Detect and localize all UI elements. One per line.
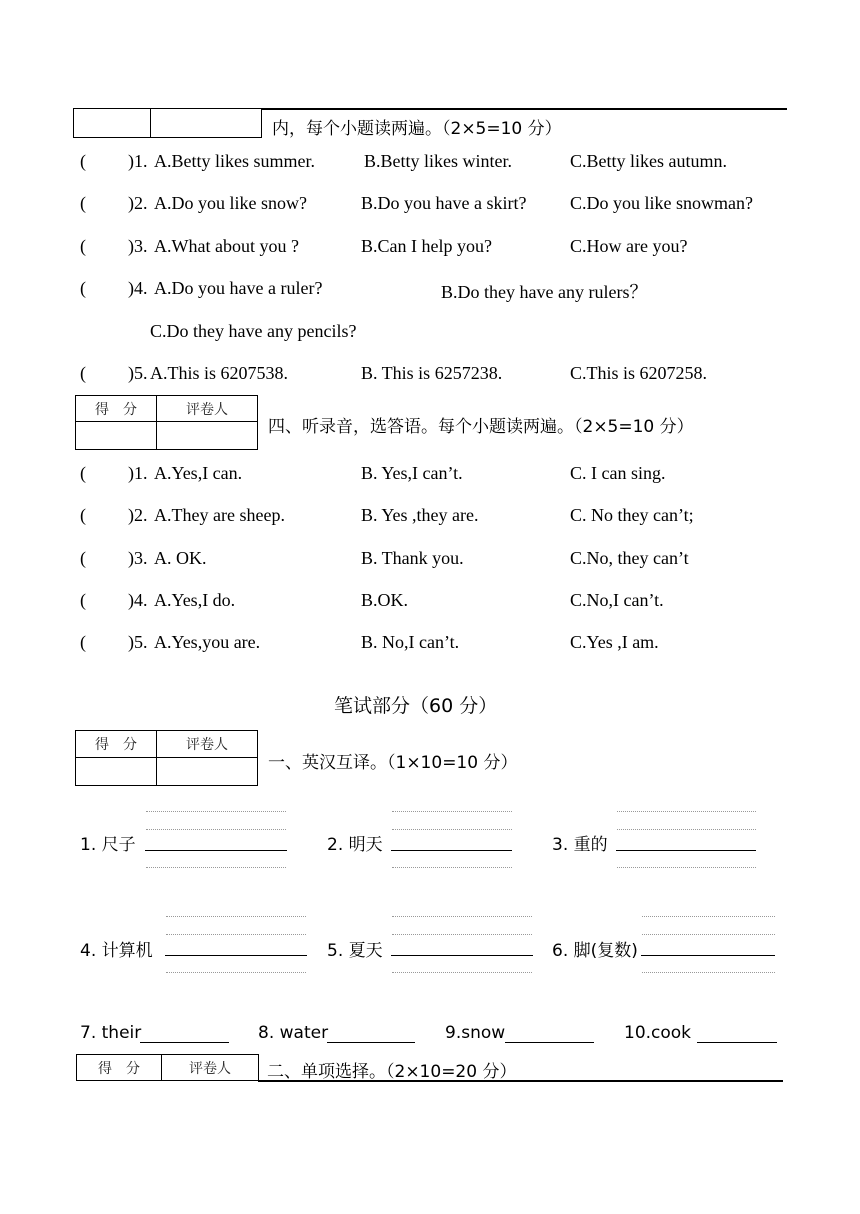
grader-cell[interactable] [157,422,258,450]
grader-cell [151,109,262,138]
answer-line[interactable] [145,850,287,851]
answer-paren[interactable]: ( [80,278,86,298]
writing-guide [642,972,775,973]
answer-paren[interactable]: ( [80,632,86,652]
translate-item: 9.snow [445,1023,506,1043]
score-box-top [73,108,262,138]
translate-item: 2. 明天 [327,835,383,855]
score-label: 得 分 [77,1055,162,1081]
answer-line[interactable] [505,1042,594,1043]
choice-title: 二、单项选择。（2×10=20 分） [267,1062,517,1082]
translate-item: 4. 计算机 [80,941,153,961]
writing-guide [146,811,286,812]
top-rule [262,108,787,110]
translate-item: 7. their [80,1023,142,1043]
option-a: A.They are sheep. [154,505,285,525]
written-part-title: 笔试部分（60 分） [334,695,498,717]
answer-line[interactable] [140,1042,229,1043]
writing-guide [617,867,756,868]
question-number: )5. [128,632,148,652]
question-number: )1. [128,151,148,171]
answer-line[interactable] [641,955,775,956]
answer-paren[interactable]: ( [80,363,86,383]
option-b: B.Do they have any rulers？ [441,282,648,302]
answer-paren[interactable]: ( [80,463,86,483]
writing-guide [392,811,512,812]
option-a: A.Yes,I do. [154,590,236,610]
score-cell [74,109,151,138]
score-cell[interactable] [76,758,157,786]
answer-line[interactable] [697,1042,777,1043]
option-b: B. This is 6257238. [361,363,503,383]
answer-paren[interactable]: ( [80,236,86,256]
option-a: A.Do you like snow? [154,193,307,213]
option-b: B.OK. [361,590,409,610]
option-b: B.Can I help you? [361,236,492,256]
translate-item: 1. 尺子 [80,835,136,855]
score-label: 得 分 [76,396,157,422]
option-c: C.No,I can’t. [570,590,664,610]
score-box-translate [75,730,258,786]
option-c: C. I can sing. [570,463,666,483]
option-b: B. Yes,I can’t. [361,463,463,483]
writing-guide [166,916,306,917]
writing-guide [146,829,286,830]
translate-title: 一、英汉互译。（1×10=10 分） [268,753,518,773]
writing-guide [392,934,532,935]
option-b: B.Betty likes winter. [364,151,512,171]
question-number: )3. [128,548,148,568]
option-c: C. No they can’t; [570,505,694,525]
translate-item: 5. 夏天 [327,941,383,961]
answer-line[interactable] [391,850,512,851]
answer-paren[interactable]: ( [80,505,86,525]
grader-label: 评卷人 [157,731,258,758]
grader-label: 评卷人 [157,396,258,422]
answer-line[interactable] [327,1042,415,1043]
option-a: A.Yes,I can. [154,463,243,483]
score-label: 得 分 [76,731,157,758]
writing-guide [392,972,532,973]
writing-guide [617,811,756,812]
option-c: C.No, they can’t [570,548,689,568]
answer-paren[interactable]: ( [80,193,86,213]
question-number: )4. [128,278,148,298]
writing-guide [642,916,775,917]
question-number: )1. [128,463,148,483]
translate-item: 8. water [258,1023,329,1043]
option-c: C.How are you? [570,236,688,256]
option-c: C.This is 6207258. [570,363,708,383]
option-b: B.Do you have a skirt? [361,193,527,213]
question-number: )2. [128,193,148,213]
answer-line[interactable] [391,955,533,956]
writing-guide [392,867,512,868]
score-cell[interactable] [76,422,157,450]
option-c: C.Yes ,I am. [570,632,659,652]
answer-paren[interactable]: ( [80,548,86,568]
option-b: B. Thank you. [361,548,464,568]
option-a: A.What about you ? [154,236,299,256]
option-a: A. OK. [154,548,207,568]
question-number: )5. [128,363,148,383]
option-a: A.This is 6207538. [150,363,289,383]
score-box-section4 [75,395,258,450]
translate-item: 10.cook [624,1023,692,1043]
question-number: )3. [128,236,148,256]
translate-item: 3. 重的 [552,835,608,855]
question-number: )2. [128,505,148,525]
writing-guide [146,867,286,868]
writing-guide [166,972,306,973]
score-box-choice [76,1054,259,1081]
section3-instruction: 内，每个小题读两遍。（2×5=10 分） [272,119,562,139]
writing-guide [392,916,532,917]
answer-line[interactable] [165,955,307,956]
option-c: C.Do they have any pencils? [150,321,357,341]
writing-guide [642,934,775,935]
grader-label: 评卷人 [162,1055,259,1081]
option-b: B. No,I can’t. [361,632,460,652]
answer-line[interactable] [616,850,756,851]
answer-paren[interactable]: ( [80,590,86,610]
writing-guide [617,829,756,830]
section4-title: 四、听录音，选答语。每个小题读两遍。（2×5=10 分） [268,417,694,437]
translate-item: 6. 脚(复数) [552,941,638,961]
option-b: B. Yes ,they are. [361,505,479,525]
option-a: A.Betty likes summer. [154,151,315,171]
option-a: A.Yes,you are. [154,632,261,652]
writing-guide [166,934,306,935]
question-number: )4. [128,590,148,610]
option-c: C.Betty likes autumn. [570,151,727,171]
option-c: C.Do you like snowman? [570,193,753,213]
answer-paren[interactable]: ( [80,151,86,171]
writing-guide [392,829,512,830]
grader-cell[interactable] [157,758,258,786]
option-a: A.Do you have a ruler? [154,278,323,298]
